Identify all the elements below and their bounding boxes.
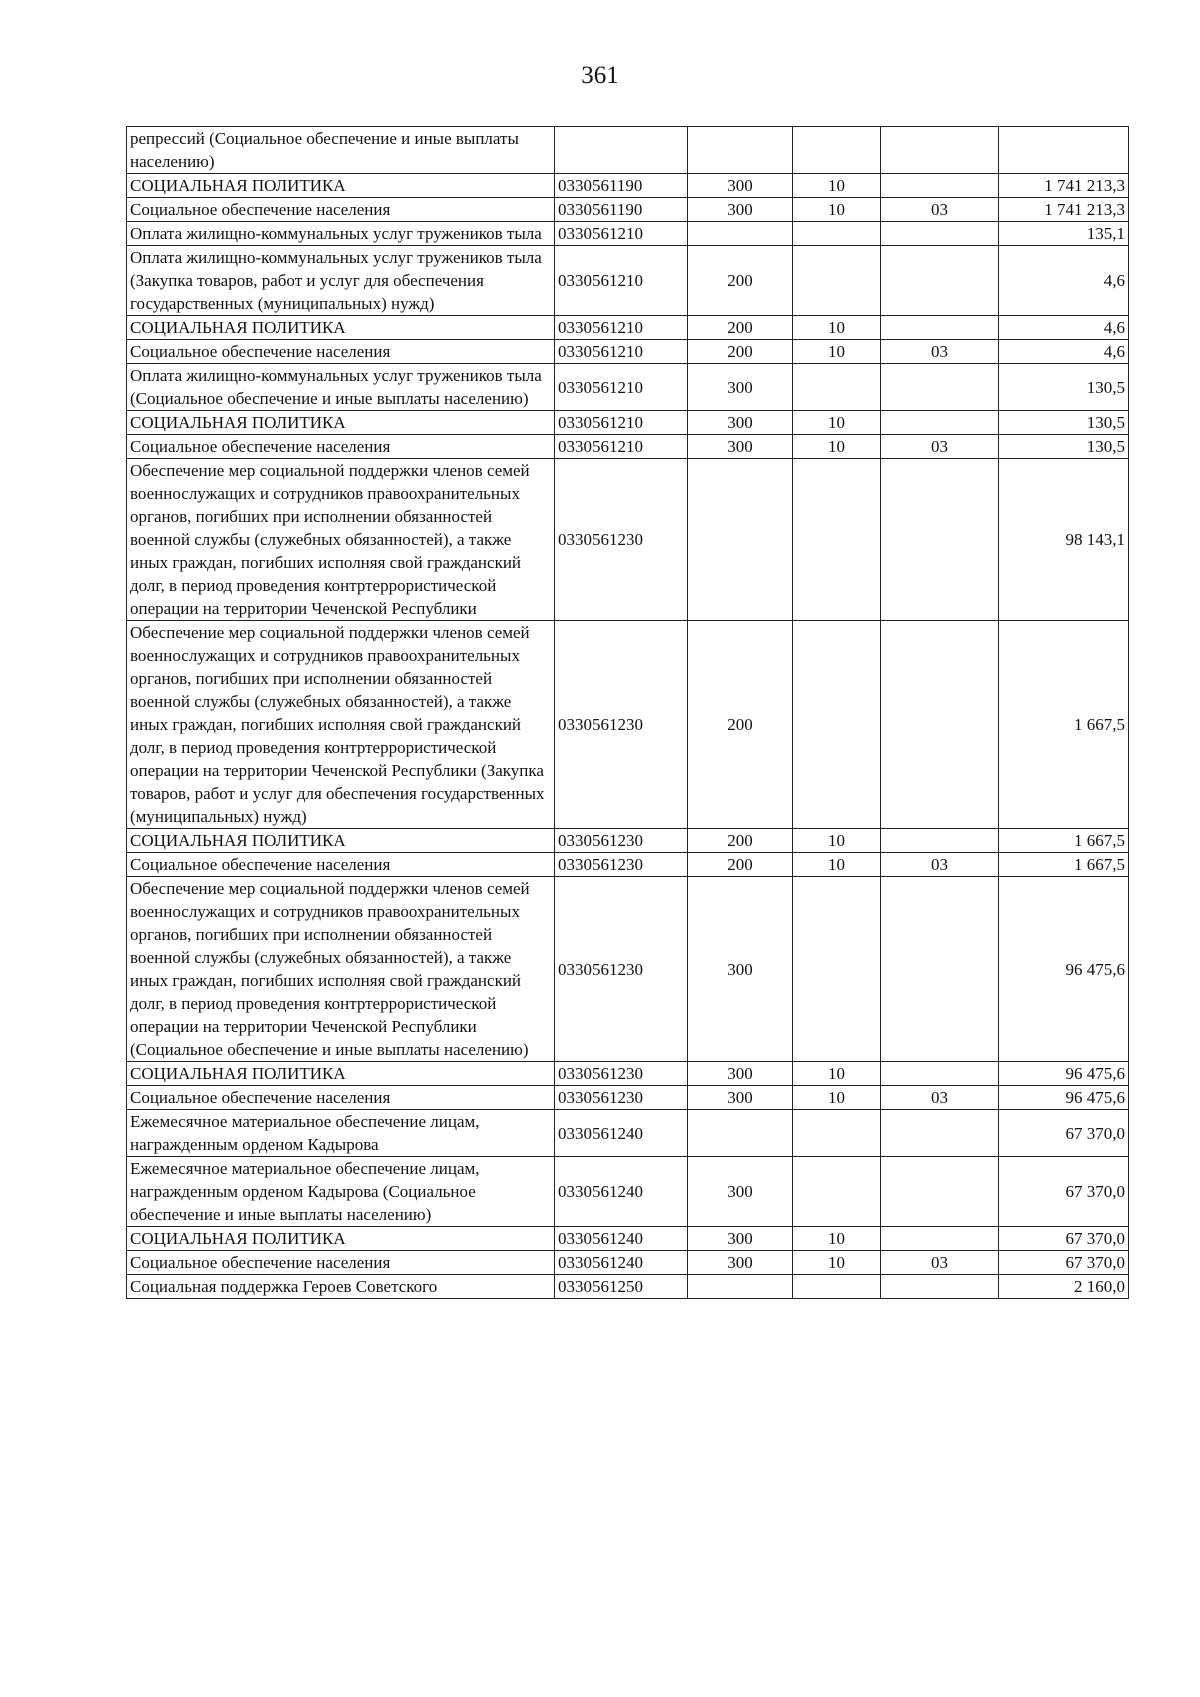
table-row bbox=[127, 459, 1129, 621]
cell-target-article-code: 0330561190 bbox=[555, 198, 688, 222]
table-row bbox=[127, 174, 1129, 198]
cell-item-name: Социальное обеспечение населения bbox=[127, 1086, 555, 1110]
cell-amount: 67 370,0 bbox=[999, 1157, 1129, 1227]
cell-target-article-code: 0330561230 bbox=[555, 829, 688, 853]
cell-expense-type-code bbox=[688, 127, 793, 174]
cell-expense-type-code: 300 bbox=[688, 174, 793, 198]
cell-subsection-code bbox=[881, 1227, 999, 1251]
cell-target-article-code: 0330561230 bbox=[555, 877, 688, 1062]
cell-target-article-code bbox=[555, 127, 688, 174]
table-row bbox=[127, 1251, 1129, 1275]
table-row bbox=[127, 1275, 1129, 1299]
cell-subsection-code bbox=[881, 621, 999, 829]
cell-section-code: 10 bbox=[793, 340, 881, 364]
cell-subsection-code: 03 bbox=[881, 1086, 999, 1110]
cell-subsection-code bbox=[881, 411, 999, 435]
cell-amount: 130,5 bbox=[999, 435, 1129, 459]
cell-amount: 2 160,0 bbox=[999, 1275, 1129, 1299]
cell-expense-type-code bbox=[688, 459, 793, 621]
cell-target-article-code: 0330561230 bbox=[555, 853, 688, 877]
cell-target-article-code: 0330561240 bbox=[555, 1251, 688, 1275]
cell-amount: 1 667,5 bbox=[999, 621, 1129, 829]
page-number: 361 bbox=[581, 62, 619, 89]
cell-item-name: Обеспечение мер социальной поддержки членов семей военнослужащих и сотрудников правоохранительных органов, погибших при исполнении обязанностей военной службы (служебных обязанностей), а также иных граждан, погибших исполняя свой гражданский долг, в период проведения контртеррористической операции на территории Чеченской Республики bbox=[127, 459, 555, 621]
cell-expense-type-code: 200 bbox=[688, 829, 793, 853]
cell-expense-type-code: 300 bbox=[688, 364, 793, 411]
cell-subsection-code bbox=[881, 364, 999, 411]
cell-section-code: 10 bbox=[793, 1227, 881, 1251]
cell-target-article-code: 0330561190 bbox=[555, 174, 688, 198]
cell-item-name: СОЦИАЛЬНАЯ ПОЛИТИКА bbox=[127, 1227, 555, 1251]
cell-section-code: 10 bbox=[793, 411, 881, 435]
cell-subsection-code bbox=[881, 877, 999, 1062]
cell-subsection-code bbox=[881, 174, 999, 198]
cell-section-code bbox=[793, 1275, 881, 1299]
cell-expense-type-code bbox=[688, 1110, 793, 1157]
cell-expense-type-code: 200 bbox=[688, 340, 793, 364]
cell-section-code: 10 bbox=[793, 316, 881, 340]
cell-item-name: СОЦИАЛЬНАЯ ПОЛИТИКА bbox=[127, 1062, 555, 1086]
cell-expense-type-code: 300 bbox=[688, 877, 793, 1062]
cell-section-code bbox=[793, 459, 881, 621]
cell-item-name: Оплата жилищно-коммунальных услуг тружеников тыла (Социальное обеспечение и иные выплаты населению) bbox=[127, 364, 555, 411]
cell-amount: 4,6 bbox=[999, 246, 1129, 316]
cell-amount bbox=[999, 127, 1129, 174]
cell-amount: 67 370,0 bbox=[999, 1227, 1129, 1251]
cell-subsection-code bbox=[881, 127, 999, 174]
cell-amount: 1 741 213,3 bbox=[999, 174, 1129, 198]
cell-target-article-code: 0330561210 bbox=[555, 222, 688, 246]
cell-item-name: Социальное обеспечение населения bbox=[127, 853, 555, 877]
table-row bbox=[127, 222, 1129, 246]
cell-expense-type-code bbox=[688, 1275, 793, 1299]
table-row bbox=[127, 1086, 1129, 1110]
table-row bbox=[127, 1227, 1129, 1251]
cell-subsection-code bbox=[881, 246, 999, 316]
cell-amount: 4,6 bbox=[999, 340, 1129, 364]
cell-item-name: Социальное обеспечение населения bbox=[127, 1251, 555, 1275]
cell-section-code: 10 bbox=[793, 853, 881, 877]
cell-item-name: Социальное обеспечение населения bbox=[127, 198, 555, 222]
table-row bbox=[127, 340, 1129, 364]
cell-target-article-code: 0330561210 bbox=[555, 435, 688, 459]
cell-target-article-code: 0330561230 bbox=[555, 1086, 688, 1110]
cell-subsection-code: 03 bbox=[881, 853, 999, 877]
cell-subsection-code bbox=[881, 222, 999, 246]
cell-subsection-code bbox=[881, 829, 999, 853]
cell-section-code bbox=[793, 127, 881, 174]
cell-target-article-code: 0330561230 bbox=[555, 459, 688, 621]
cell-item-name: СОЦИАЛЬНАЯ ПОЛИТИКА bbox=[127, 174, 555, 198]
table-row bbox=[127, 853, 1129, 877]
cell-amount: 96 475,6 bbox=[999, 1062, 1129, 1086]
table-row bbox=[127, 877, 1129, 1062]
cell-subsection-code: 03 bbox=[881, 340, 999, 364]
cell-expense-type-code: 300 bbox=[688, 1157, 793, 1227]
table-row bbox=[127, 1062, 1129, 1086]
table-row bbox=[127, 1157, 1129, 1227]
cell-section-code: 10 bbox=[793, 829, 881, 853]
table-row bbox=[127, 246, 1129, 316]
cell-expense-type-code: 300 bbox=[688, 1062, 793, 1086]
budget-table bbox=[126, 126, 1129, 1299]
cell-expense-type-code: 200 bbox=[688, 853, 793, 877]
cell-section-code bbox=[793, 621, 881, 829]
cell-target-article-code: 0330561210 bbox=[555, 364, 688, 411]
table-row bbox=[127, 316, 1129, 340]
cell-subsection-code: 03 bbox=[881, 435, 999, 459]
cell-item-name: Социальное обеспечение населения bbox=[127, 435, 555, 459]
table-row bbox=[127, 198, 1129, 222]
cell-expense-type-code: 200 bbox=[688, 246, 793, 316]
cell-section-code: 10 bbox=[793, 1251, 881, 1275]
cell-item-name: Ежемесячное материальное обеспечение лицам, награжденным орденом Кадырова (Социальное обеспечение и иные выплаты населению) bbox=[127, 1157, 555, 1227]
cell-amount: 1 667,5 bbox=[999, 829, 1129, 853]
budget-table-body bbox=[127, 127, 1129, 1299]
cell-item-name: Социальная поддержка Героев Советского bbox=[127, 1275, 555, 1299]
cell-item-name: Социальное обеспечение населения bbox=[127, 340, 555, 364]
cell-subsection-code bbox=[881, 1110, 999, 1157]
cell-section-code: 10 bbox=[793, 1086, 881, 1110]
cell-item-name: Обеспечение мер социальной поддержки членов семей военнослужащих и сотрудников правоохранительных органов, погибших при исполнении обязанностей военной службы (служебных обязанностей), а также иных граждан, погибших исполняя свой гражданский долг, в период проведения контртеррористической операции на территории Чеченской Республики (Социальное обеспечение и иные выплаты населению) bbox=[127, 877, 555, 1062]
cell-item-name: Обеспечение мер социальной поддержки членов семей военнослужащих и сотрудников правоохранительных органов, погибших при исполнении обязанностей военной службы (служебных обязанностей), а также иных граждан, погибших исполняя свой гражданский долг, в период проведения контртеррористической операции на территории Чеченской Республики (Закупка товаров, работ и услуг для обеспечения государственных (муниципальных) нужд) bbox=[127, 621, 555, 829]
cell-amount: 96 475,6 bbox=[999, 877, 1129, 1062]
table-row bbox=[127, 411, 1129, 435]
cell-item-name: репрессий (Социальное обеспечение и иные выплаты населению) bbox=[127, 127, 555, 174]
cell-item-name: Оплата жилищно-коммунальных услуг тружеников тыла (Закупка товаров, работ и услуг для обеспечения государственных (муниципальных) нужд) bbox=[127, 246, 555, 316]
cell-target-article-code: 0330561250 bbox=[555, 1275, 688, 1299]
cell-amount: 4,6 bbox=[999, 316, 1129, 340]
cell-subsection-code bbox=[881, 1157, 999, 1227]
cell-section-code bbox=[793, 1110, 881, 1157]
cell-target-article-code: 0330561210 bbox=[555, 316, 688, 340]
cell-expense-type-code: 200 bbox=[688, 316, 793, 340]
cell-amount: 1 741 213,3 bbox=[999, 198, 1129, 222]
cell-subsection-code bbox=[881, 459, 999, 621]
cell-section-code bbox=[793, 364, 881, 411]
cell-item-name: СОЦИАЛЬНАЯ ПОЛИТИКА bbox=[127, 316, 555, 340]
table-row bbox=[127, 435, 1129, 459]
table-row bbox=[127, 1110, 1129, 1157]
cell-expense-type-code: 300 bbox=[688, 1251, 793, 1275]
table-row bbox=[127, 364, 1129, 411]
cell-section-code: 10 bbox=[793, 435, 881, 459]
cell-section-code: 10 bbox=[793, 198, 881, 222]
cell-subsection-code: 03 bbox=[881, 198, 999, 222]
cell-expense-type-code: 300 bbox=[688, 198, 793, 222]
cell-target-article-code: 0330561210 bbox=[555, 411, 688, 435]
cell-subsection-code bbox=[881, 1275, 999, 1299]
cell-section-code: 10 bbox=[793, 1062, 881, 1086]
table-row bbox=[127, 621, 1129, 829]
cell-amount: 130,5 bbox=[999, 411, 1129, 435]
table-row bbox=[127, 829, 1129, 853]
cell-amount: 67 370,0 bbox=[999, 1251, 1129, 1275]
cell-target-article-code: 0330561210 bbox=[555, 340, 688, 364]
cell-amount: 67 370,0 bbox=[999, 1110, 1129, 1157]
cell-expense-type-code bbox=[688, 222, 793, 246]
cell-section-code: 10 bbox=[793, 174, 881, 198]
cell-subsection-code bbox=[881, 316, 999, 340]
cell-target-article-code: 0330561240 bbox=[555, 1110, 688, 1157]
cell-amount: 1 667,5 bbox=[999, 853, 1129, 877]
cell-item-name: Ежемесячное материальное обеспечение лицам, награжденным орденом Кадырова bbox=[127, 1110, 555, 1157]
cell-amount: 96 475,6 bbox=[999, 1086, 1129, 1110]
cell-expense-type-code: 300 bbox=[688, 1086, 793, 1110]
table-row bbox=[127, 127, 1129, 174]
cell-section-code bbox=[793, 877, 881, 1062]
cell-item-name: СОЦИАЛЬНАЯ ПОЛИТИКА bbox=[127, 829, 555, 853]
cell-subsection-code: 03 bbox=[881, 1251, 999, 1275]
cell-expense-type-code: 200 bbox=[688, 621, 793, 829]
cell-subsection-code bbox=[881, 1062, 999, 1086]
cell-target-article-code: 0330561240 bbox=[555, 1227, 688, 1251]
cell-amount: 98 143,1 bbox=[999, 459, 1129, 621]
cell-amount: 135,1 bbox=[999, 222, 1129, 246]
cell-section-code bbox=[793, 246, 881, 316]
cell-item-name: СОЦИАЛЬНАЯ ПОЛИТИКА bbox=[127, 411, 555, 435]
cell-target-article-code: 0330561210 bbox=[555, 246, 688, 316]
cell-section-code bbox=[793, 222, 881, 246]
cell-target-article-code: 0330561230 bbox=[555, 621, 688, 829]
cell-item-name: Оплата жилищно-коммунальных услуг тружеников тыла bbox=[127, 222, 555, 246]
cell-target-article-code: 0330561240 bbox=[555, 1157, 688, 1227]
cell-expense-type-code: 300 bbox=[688, 435, 793, 459]
cell-expense-type-code: 300 bbox=[688, 411, 793, 435]
cell-amount: 130,5 bbox=[999, 364, 1129, 411]
cell-expense-type-code: 300 bbox=[688, 1227, 793, 1251]
cell-target-article-code: 0330561230 bbox=[555, 1062, 688, 1086]
cell-section-code bbox=[793, 1157, 881, 1227]
